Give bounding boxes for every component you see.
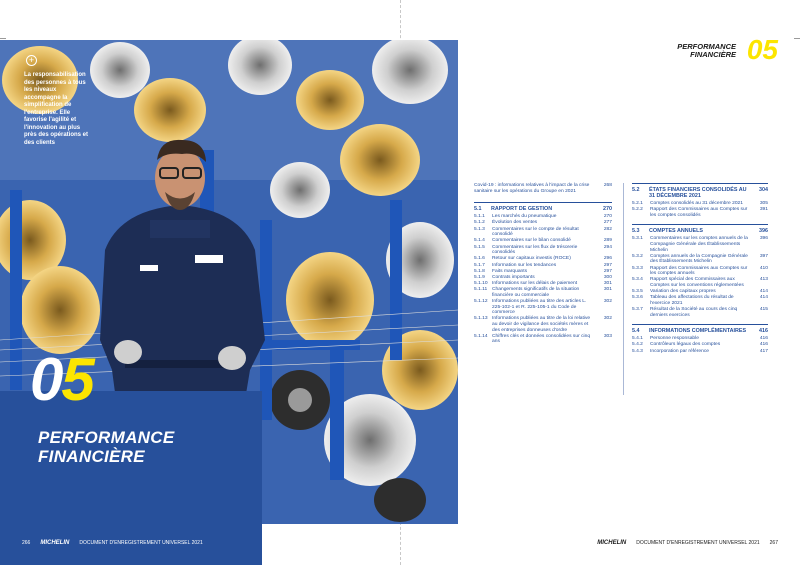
toc-entry[interactable] bbox=[632, 236, 768, 253]
toc-entry-page: 396 bbox=[759, 236, 768, 242]
toc-entry[interactable] bbox=[632, 207, 768, 218]
left-page-number: 266 bbox=[22, 540, 31, 546]
toc-entry-title: Tableau des affectations du résultat de l'exercice 2021 bbox=[650, 295, 734, 306]
toc-entry-title: Les marchés du pneumatique bbox=[492, 214, 557, 220]
toc-entry[interactable] bbox=[474, 227, 612, 238]
toc-entry[interactable] bbox=[632, 295, 768, 306]
toc-entry-number: 5.1.11 bbox=[474, 287, 488, 293]
toc-entry-number: 5.3.5 bbox=[632, 289, 643, 295]
toc-entry-title: Rapport spécial des Commissaires aux Comptes sur les conventions réglementées bbox=[650, 277, 744, 288]
michelin-logo: MICHELIN bbox=[597, 540, 627, 546]
toc-entry[interactable] bbox=[632, 289, 768, 295]
toc-entry-page: 413 bbox=[759, 277, 768, 283]
toc-entry-number: 5.3.1 bbox=[632, 236, 643, 242]
toc-entry-number: 5.3.3 bbox=[632, 265, 643, 271]
toc-entry-title: Informations publiées au titre des articles L. 225-102-1 et R. 225-105-1 du Code de commerce bbox=[492, 299, 587, 316]
toc-entry[interactable] bbox=[474, 238, 612, 244]
toc-intro-entry[interactable] bbox=[474, 183, 612, 194]
toc-entry-page: 410 bbox=[759, 265, 768, 271]
toc-entry-title: Informations publiées au titre de la loi relative au devoir de vigilance des sociétés mères et des entreprises donneuses d'ordre bbox=[492, 316, 591, 333]
right-footer-doc-title: DOCUMENT D'ENREGISTREMENT UNIVERSEL 2021 bbox=[636, 540, 760, 546]
right-page-footer bbox=[597, 540, 778, 546]
caption-text: La responsabilisation des personnes à tous les niveaux accompagne la simplification de l'entreprise. Elle favorise l'agilité et l'innovation au plus près des opérations et des clients bbox=[24, 72, 89, 146]
toc-entry-title: Variation des capitaux propres bbox=[650, 289, 716, 295]
toc-entry-title: Chiffres clés et données consolidées sur cinq ans bbox=[492, 333, 591, 345]
toc-entry-title: Changements significatifs de la situation financière ou commerciale bbox=[492, 287, 580, 298]
toc-entry[interactable] bbox=[474, 281, 612, 287]
toc-entry-title: Faits marquants bbox=[492, 268, 528, 274]
crop-mark bbox=[794, 38, 800, 39]
toc-section-number: 5.3 bbox=[632, 228, 640, 235]
toc-section-heading[interactable] bbox=[632, 324, 768, 334]
toc-entry-title: Commentaires sur le compte de résultat consolidé bbox=[492, 226, 579, 238]
toc-entry-title: Comptes consolidés au 31 décembre 2021 bbox=[650, 201, 743, 206]
toc-section-title: COMPTES ANNUELS bbox=[649, 228, 704, 235]
toc-entry-number: 5.1.3 bbox=[474, 226, 485, 232]
chapter-number bbox=[30, 346, 93, 413]
toc-entry-page: 301 bbox=[603, 287, 612, 293]
running-header-line1: PERFORMANCE bbox=[677, 42, 736, 51]
right-page-number: 267 bbox=[769, 540, 778, 546]
crop-mark bbox=[0, 38, 6, 39]
toc-entry-page: 414 bbox=[759, 289, 768, 295]
toc-section-number: 5.2 bbox=[632, 187, 640, 193]
left-footer-doc-title: DOCUMENT D'ENREGISTREMENT UNIVERSEL 2021 bbox=[79, 540, 203, 546]
toc-intro-page: 268 bbox=[603, 183, 612, 188]
toc-entry-page: 302 bbox=[603, 316, 612, 322]
chapter-title-block bbox=[0, 391, 262, 565]
toc-entry-title: Informations sur les délais de paiement bbox=[492, 281, 578, 287]
toc-entry-page: 277 bbox=[603, 220, 612, 226]
toc-entry[interactable] bbox=[632, 277, 768, 288]
toc-entry-number: 5.1.9 bbox=[474, 274, 485, 280]
chapter-title-line1: PERFORMANCE bbox=[38, 428, 175, 447]
toc-section-number: 5.4 bbox=[632, 328, 640, 335]
toc-entry-number: 5.1.10 bbox=[474, 281, 488, 287]
toc-entry-page: 297 bbox=[603, 262, 612, 268]
toc-section-title: INFORMATIONS COMPLÉMENTAIRES bbox=[649, 328, 747, 335]
toc-entry-number: 5.1.13 bbox=[474, 316, 488, 322]
chapter-digit-zero: 0 bbox=[30, 346, 62, 413]
toc-entry-page: 282 bbox=[603, 226, 612, 232]
toc-entry-title: Évolution des ventes bbox=[492, 220, 538, 226]
toc-entry-page: 270 bbox=[603, 214, 612, 220]
running-header-title bbox=[677, 43, 736, 59]
toc-entry[interactable] bbox=[474, 299, 612, 316]
toc-section-page: 270 bbox=[603, 206, 612, 213]
plus-circle-icon: + bbox=[26, 55, 37, 66]
toc-entry-page: 296 bbox=[603, 256, 612, 262]
toc-entry[interactable] bbox=[632, 266, 768, 277]
toc-entry-number: 5.3.4 bbox=[632, 277, 643, 283]
toc-entry-title: Retour sur capitaux investis (ROCE) bbox=[492, 256, 571, 262]
toc-entry-page: 297 bbox=[603, 268, 612, 274]
toc-entry-title: Commentaires sur les comptes annuels de la Compagnie Générale des Établissements Michelin bbox=[650, 236, 748, 253]
toc-section-heading[interactable] bbox=[632, 224, 768, 234]
toc-entry-page: 414 bbox=[759, 295, 768, 301]
toc-entry-number: 5.3.7 bbox=[632, 307, 643, 313]
toc-entry-page: 391 bbox=[759, 207, 768, 213]
toc-column-2 bbox=[632, 183, 768, 355]
toc-section-number: 5.1 bbox=[474, 206, 482, 213]
toc-section-heading[interactable] bbox=[474, 202, 612, 212]
toc-entry[interactable] bbox=[474, 263, 612, 269]
toc-entry-page: 397 bbox=[759, 253, 768, 259]
toc-entry-title: Commentaires sur le bilan consolidé bbox=[492, 238, 571, 244]
left-page-footer bbox=[22, 540, 203, 546]
toc-entry[interactable] bbox=[474, 334, 612, 345]
toc-entry-number: 5.3.6 bbox=[632, 295, 643, 301]
toc-entry[interactable] bbox=[474, 214, 612, 220]
toc-entry[interactable] bbox=[632, 342, 768, 348]
toc-entry-number: 5.2.2 bbox=[632, 207, 643, 213]
toc-entry-title: Rapport des Commissaires aux Comptes sur les comptes consolidés bbox=[650, 207, 748, 218]
toc-entry-page: 416 bbox=[759, 342, 768, 348]
toc-entry[interactable] bbox=[474, 256, 612, 262]
toc-entry-title: Information sur les tendances bbox=[492, 262, 557, 268]
toc-entry-number: 5.3.2 bbox=[632, 253, 643, 259]
toc-entry-title: Incorporation par référence bbox=[650, 348, 709, 354]
toc-entry[interactable] bbox=[632, 336, 768, 342]
chapter-title-line2: FINANCIÈRE bbox=[38, 447, 145, 466]
toc-entry-number: 5.4.2 bbox=[632, 342, 643, 348]
toc-section-page: 416 bbox=[759, 328, 768, 335]
toc-entry-title: Résultat de la Société au cours des cinq derniers exercices bbox=[650, 307, 738, 318]
toc-entry-number: 5.1.14 bbox=[474, 333, 488, 339]
toc-entry-page: 301 bbox=[603, 281, 612, 287]
toc-section-title: RAPPORT DE GESTION bbox=[491, 206, 553, 213]
running-header bbox=[628, 34, 778, 65]
toc-entry-page: 303 bbox=[603, 333, 612, 339]
toc-entry[interactable] bbox=[474, 275, 612, 281]
toc-entry-number: 5.1.4 bbox=[474, 238, 485, 244]
toc-entry-title: Contrôleurs légaux des comptes bbox=[650, 342, 721, 348]
toc-entry-number: 5.1.12 bbox=[474, 299, 488, 305]
toc-entry[interactable] bbox=[632, 349, 768, 355]
toc-entry-page: 294 bbox=[603, 244, 612, 250]
toc-entry-number: 5.1.5 bbox=[474, 244, 485, 250]
toc-section-heading[interactable] bbox=[632, 183, 768, 199]
toc-entry-number: 5.1.2 bbox=[474, 220, 485, 226]
toc-intro-title: Covid-19 : informations relatives à l'impact de la crise sanitaire sur les opérations du Groupe en 2021 bbox=[474, 183, 590, 194]
toc-entry-page: 417 bbox=[759, 348, 768, 354]
toc-entry-number: 5.4.3 bbox=[632, 348, 643, 354]
column-separator bbox=[623, 183, 624, 395]
toc-entry-page: 302 bbox=[603, 299, 612, 305]
toc-entry[interactable] bbox=[474, 220, 612, 226]
toc-entry[interactable] bbox=[474, 269, 612, 275]
toc-entry-number: 5.1.7 bbox=[474, 262, 485, 268]
running-header-number: 05 bbox=[746, 34, 778, 65]
toc-entry-title: Commentaires sur les flux de trésorerie consolidés bbox=[492, 244, 578, 256]
toc-entry-page: 300 bbox=[603, 274, 612, 280]
running-header-line2: FINANCIÈRE bbox=[690, 50, 736, 59]
chapter-digit-five: 5 bbox=[61, 346, 93, 413]
toc-entry[interactable] bbox=[474, 316, 612, 333]
toc-column-1 bbox=[474, 183, 612, 346]
toc-section-page: 304 bbox=[759, 187, 768, 193]
toc-entry-title: Comptes annuels de la Compagnie Générale des Établissements Michelin bbox=[650, 253, 748, 265]
toc-entry-page: 289 bbox=[603, 238, 612, 244]
michelin-logo: MICHELIN bbox=[40, 540, 70, 546]
toc-entry[interactable] bbox=[632, 307, 768, 318]
chapter-title bbox=[38, 428, 174, 466]
toc-section-title: ÉTATS FINANCIERS CONSOLIDÉS AU 31 DÉCEMBRE 2021 bbox=[649, 187, 747, 199]
toc-entry[interactable] bbox=[474, 245, 612, 256]
toc-entry[interactable] bbox=[474, 287, 612, 298]
toc-entry-number: 5.1.1 bbox=[474, 214, 485, 220]
toc-entry-number: 5.2.1 bbox=[632, 201, 643, 206]
toc-entry-title: Personne responsable bbox=[650, 336, 699, 342]
toc-entry-page: 415 bbox=[759, 307, 768, 313]
toc-entry-title: Rapport des Commissaires aux Comptes sur les comptes annuels bbox=[650, 265, 748, 277]
toc-entry-number: 5.4.1 bbox=[632, 336, 643, 342]
toc-entry[interactable] bbox=[632, 201, 768, 207]
photo-caption bbox=[24, 55, 94, 147]
toc-entry-number: 5.1.8 bbox=[474, 268, 485, 274]
toc-entry[interactable] bbox=[632, 254, 768, 265]
toc-section-page: 396 bbox=[759, 228, 768, 235]
toc-entry-number: 5.1.6 bbox=[474, 256, 485, 262]
toc-entry-title: Contrats importants bbox=[492, 274, 535, 280]
toc-entry-page: 416 bbox=[759, 336, 768, 342]
toc-entry-page: 305 bbox=[759, 201, 768, 206]
